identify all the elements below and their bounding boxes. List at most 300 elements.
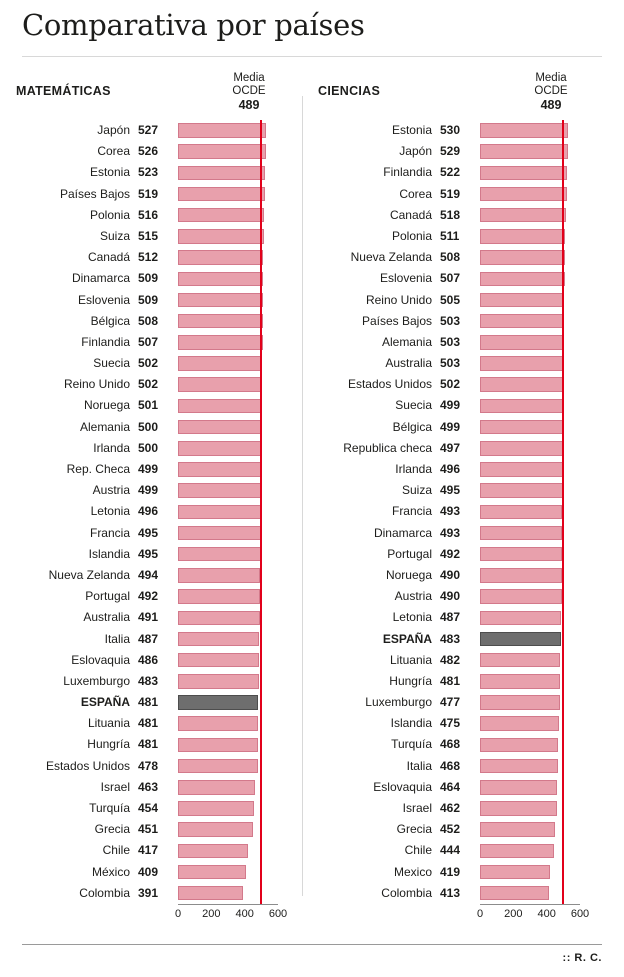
bar — [178, 166, 265, 181]
table-row — [10, 332, 302, 353]
country-label: Canadá — [389, 207, 432, 222]
axis-tick-label: 200 — [504, 907, 523, 920]
axis-tick-label: 0 — [476, 907, 484, 920]
country-label: Israel — [402, 801, 432, 815]
bar — [480, 187, 567, 202]
score-value: 493 — [440, 525, 461, 540]
country-label: Australia — [83, 610, 130, 625]
panel-header — [312, 72, 604, 120]
bar — [480, 166, 567, 181]
score-value: 503 — [440, 313, 461, 328]
x-axis — [312, 904, 604, 926]
table-row — [10, 650, 302, 671]
axis-tick-label: 400 — [235, 907, 254, 920]
bar-rows — [10, 120, 302, 904]
score-value: 483 — [138, 673, 159, 688]
bar — [178, 314, 263, 329]
bar-track — [480, 713, 598, 734]
bar-track — [480, 459, 598, 480]
country-label: Colombia — [381, 885, 432, 900]
bar — [178, 886, 243, 901]
bar-track — [178, 501, 296, 522]
table-row — [312, 374, 604, 395]
table-row — [10, 268, 302, 289]
bar-track — [178, 798, 296, 819]
country-label: México — [91, 864, 130, 879]
table-row — [10, 840, 302, 861]
score-value: 417 — [138, 843, 159, 858]
ocde-average-label — [214, 72, 284, 112]
score-value: 497 — [440, 440, 461, 455]
bar — [480, 547, 562, 562]
table-row — [312, 586, 604, 607]
bar — [480, 844, 554, 859]
bar-track — [480, 692, 598, 713]
bar — [178, 632, 259, 647]
table-row — [312, 819, 604, 840]
panel-title: MATEMÁTICAS — [16, 84, 111, 98]
bar — [178, 356, 262, 371]
bar-track — [480, 268, 598, 289]
table-row — [312, 883, 604, 904]
bar-track — [480, 586, 598, 607]
bar — [178, 420, 261, 435]
table-row — [10, 205, 302, 226]
score-value: 516 — [138, 207, 159, 222]
table-row — [10, 480, 302, 501]
country-label: Noruega — [385, 567, 432, 582]
score-value: 523 — [138, 165, 159, 180]
country-label: Japón — [97, 123, 130, 137]
axis-line — [178, 904, 278, 905]
bar-track — [178, 247, 296, 268]
bar-track — [480, 544, 598, 565]
bar-track — [480, 883, 598, 904]
bar — [480, 441, 563, 456]
bar-track — [480, 480, 598, 501]
bar — [178, 547, 261, 562]
table-row — [10, 501, 302, 522]
score-value: 508 — [440, 250, 461, 265]
country-label: ESPAÑA — [80, 695, 130, 710]
table-row — [10, 586, 302, 607]
credit-label: :: R. C. — [562, 952, 602, 964]
bar — [480, 632, 561, 647]
bar-track — [178, 395, 296, 416]
table-row — [312, 544, 604, 565]
score-value: 444 — [440, 843, 461, 858]
country-label: Suiza — [401, 483, 432, 498]
axis-tick-label: 600 — [570, 907, 590, 920]
table-row — [312, 395, 604, 416]
country-label: Grecia — [396, 822, 432, 837]
bar-track — [178, 205, 296, 226]
score-value: 511 — [440, 228, 460, 243]
table-row — [10, 565, 302, 586]
bar — [480, 716, 559, 731]
score-value: 462 — [440, 801, 461, 815]
score-value: 493 — [440, 504, 461, 519]
score-value: 507 — [138, 334, 159, 349]
bar-track — [178, 777, 296, 798]
bar-track — [178, 311, 296, 332]
country-label: Alemania — [79, 419, 130, 434]
bar-rows — [312, 120, 604, 904]
x-axis — [10, 904, 302, 926]
country-label: Turquía — [89, 801, 130, 815]
panel-title: CIENCIAS — [318, 84, 381, 98]
score-value: 495 — [138, 525, 159, 540]
country-label: Letonia — [392, 610, 432, 625]
table-row — [312, 756, 604, 777]
country-label: Países Bajos — [361, 313, 432, 328]
bar-track — [178, 713, 296, 734]
bar-track — [480, 607, 598, 628]
bar — [480, 293, 564, 308]
bar — [178, 653, 259, 668]
table-row — [10, 819, 302, 840]
bar — [480, 356, 564, 371]
bar — [178, 589, 260, 604]
country-label: Estados Unidos — [45, 758, 130, 773]
bar — [178, 293, 263, 308]
bar-track — [178, 629, 296, 650]
table-row — [312, 523, 604, 544]
score-value: 500 — [138, 419, 159, 434]
bar-track — [178, 607, 296, 628]
bar — [178, 399, 262, 414]
table-row — [10, 120, 302, 141]
bar — [480, 801, 557, 816]
bar — [178, 208, 264, 223]
country-label: Dinamarca — [373, 525, 432, 540]
ocde-average-value: 489 — [540, 98, 562, 112]
country-label: Eslovaquia — [71, 652, 130, 667]
score-value: 499 — [440, 419, 461, 434]
table-row — [10, 374, 302, 395]
country-label: Reino Unido — [63, 377, 130, 392]
score-value: 490 — [440, 567, 461, 582]
table-row — [312, 459, 604, 480]
score-value: 508 — [138, 313, 159, 328]
score-value: 509 — [138, 271, 159, 286]
table-row — [312, 565, 604, 586]
bar — [480, 399, 563, 414]
ocde-label-line2: OCDE — [232, 85, 266, 97]
bar-track — [480, 205, 598, 226]
bar — [178, 441, 261, 456]
ocde-average-value: 489 — [238, 98, 260, 112]
bar — [480, 674, 560, 689]
country-label: Hungría — [87, 737, 130, 752]
table-row — [312, 353, 604, 374]
score-value: 529 — [440, 144, 461, 159]
bar-track — [480, 862, 598, 883]
table-row — [10, 544, 302, 565]
score-value: 496 — [440, 462, 461, 476]
axis-tick-label: 0 — [174, 907, 182, 920]
country-label: Turquía — [391, 737, 432, 752]
country-label: Eslovenia — [77, 292, 130, 307]
score-value: 495 — [440, 483, 461, 498]
country-label: Portugal — [387, 546, 432, 561]
bar — [480, 483, 563, 498]
bar-track — [178, 565, 296, 586]
bar-track — [178, 819, 296, 840]
country-label: ESPAÑA — [382, 631, 432, 646]
country-label: Islandia — [390, 716, 432, 731]
country-label: Eslovaquia — [373, 779, 432, 794]
country-label: Francia — [391, 504, 432, 519]
bar — [480, 272, 565, 287]
country-label: Islandia — [88, 546, 130, 561]
score-value: 451 — [138, 822, 159, 837]
bar-track — [480, 311, 598, 332]
bar — [178, 272, 263, 287]
bar — [480, 759, 558, 774]
bar-track — [178, 671, 296, 692]
table-row — [312, 501, 604, 522]
table-row — [10, 671, 302, 692]
table-row — [10, 629, 302, 650]
country-label: Suiza — [99, 228, 130, 243]
bar-track — [480, 734, 598, 755]
country-label: Mexico — [393, 864, 432, 879]
table-row — [10, 756, 302, 777]
score-value: 490 — [440, 589, 461, 604]
bar — [480, 377, 564, 392]
country-label: Estonia — [89, 165, 130, 180]
score-value: 515 — [138, 228, 159, 243]
bar-track — [480, 374, 598, 395]
table-row — [10, 459, 302, 480]
country-label: Reino Unido — [365, 292, 432, 307]
country-label: Corea — [399, 186, 432, 201]
score-value: 509 — [138, 292, 159, 307]
country-label: Francia — [89, 525, 130, 540]
score-value: 463 — [138, 779, 159, 794]
bar-track — [480, 756, 598, 777]
score-value: 468 — [440, 737, 461, 752]
country-label: Austria — [92, 483, 130, 498]
bar-track — [178, 480, 296, 501]
bar — [480, 589, 562, 604]
score-value: 519 — [440, 186, 461, 201]
score-value: 454 — [138, 801, 159, 815]
country-label: Nueva Zelanda — [350, 250, 432, 265]
bar — [480, 526, 562, 541]
score-value: 482 — [440, 652, 461, 667]
bar-track — [178, 650, 296, 671]
table-row — [10, 607, 302, 628]
bar — [480, 314, 564, 329]
bar-track — [178, 141, 296, 162]
bar — [178, 865, 246, 880]
score-value: 499 — [138, 483, 159, 498]
table-row — [312, 862, 604, 883]
score-value: 499 — [440, 398, 461, 413]
table-row — [312, 332, 604, 353]
bar-track — [480, 523, 598, 544]
bar — [480, 250, 565, 265]
country-label: Noruega — [83, 398, 130, 413]
score-value: 481 — [138, 737, 159, 752]
score-value: 481 — [440, 673, 461, 688]
bar-track — [178, 734, 296, 755]
country-label: Australia — [385, 356, 432, 371]
country-label: Luxemburgo — [365, 695, 432, 710]
page-title: Comparativa por países — [22, 8, 365, 42]
country-label: Suecia — [93, 356, 130, 371]
bar-track — [178, 353, 296, 374]
ocde-average-line — [562, 120, 564, 904]
bar-track — [480, 671, 598, 692]
table-row — [10, 713, 302, 734]
score-value: 464 — [440, 779, 461, 794]
score-value: 507 — [440, 271, 461, 286]
ocde-label-line2: OCDE — [534, 85, 568, 97]
bar — [480, 738, 558, 753]
bar — [178, 123, 266, 138]
country-label: Suecia — [395, 398, 432, 413]
bar — [480, 865, 550, 880]
score-value: 518 — [440, 207, 461, 222]
table-row — [10, 417, 302, 438]
bar-track — [178, 120, 296, 141]
bar — [178, 780, 255, 795]
score-value: 512 — [138, 250, 159, 265]
table-row — [10, 311, 302, 332]
bar — [178, 187, 265, 202]
country-label: Republica checa — [343, 440, 432, 455]
bar — [480, 462, 563, 477]
bar — [480, 611, 561, 626]
country-label: Portugal — [85, 589, 130, 604]
bar-track — [480, 777, 598, 798]
chart-panel-ciencias — [312, 72, 604, 926]
table-row — [10, 226, 302, 247]
country-label: Alemania — [381, 334, 432, 349]
bar-track — [178, 438, 296, 459]
bar — [178, 505, 261, 520]
bar — [480, 208, 566, 223]
table-row — [312, 268, 604, 289]
score-value: 391 — [138, 885, 159, 900]
score-value: 491 — [138, 610, 159, 625]
country-label: Irlanda — [395, 462, 432, 476]
score-value: 502 — [440, 377, 461, 392]
score-value: 481 — [138, 716, 159, 731]
bar-track — [480, 226, 598, 247]
bar — [480, 822, 555, 837]
ocde-average-line — [260, 120, 262, 904]
table-row — [312, 162, 604, 183]
bar-track — [178, 544, 296, 565]
country-label: Italia — [406, 758, 432, 773]
country-label: Finlandia — [383, 165, 432, 180]
bar — [178, 526, 261, 541]
score-value: 503 — [440, 356, 461, 371]
table-row — [10, 798, 302, 819]
table-row — [312, 247, 604, 268]
table-row — [10, 290, 302, 311]
bar — [178, 716, 258, 731]
score-value: 486 — [138, 652, 159, 667]
table-row — [312, 734, 604, 755]
ocde-label-line1: Media — [535, 72, 567, 84]
bar-track — [178, 692, 296, 713]
axis-line — [480, 904, 580, 905]
table-row — [312, 671, 604, 692]
panel-header — [10, 72, 302, 120]
table-row — [10, 353, 302, 374]
bar-track — [178, 226, 296, 247]
bar — [178, 695, 258, 710]
country-label: Austria — [394, 589, 432, 604]
score-value: 494 — [138, 567, 159, 582]
bar-track — [178, 417, 296, 438]
bar-track — [480, 438, 598, 459]
score-value: 475 — [440, 716, 461, 731]
score-value: 526 — [138, 144, 159, 159]
table-row — [10, 162, 302, 183]
bar-track — [178, 290, 296, 311]
score-value: 501 — [138, 398, 159, 413]
bar-track — [178, 523, 296, 544]
bar-track — [480, 332, 598, 353]
country-label: Letonia — [90, 504, 130, 519]
table-row — [312, 438, 604, 459]
score-value: 519 — [138, 186, 159, 201]
bar-track — [480, 629, 598, 650]
bar — [480, 568, 562, 583]
table-row — [312, 290, 604, 311]
table-row — [10, 777, 302, 798]
title-divider — [22, 56, 602, 57]
country-label: Lituania — [87, 716, 130, 731]
table-row — [10, 883, 302, 904]
bar — [178, 335, 263, 350]
country-label: Rep. Checa — [66, 462, 130, 476]
table-row — [10, 438, 302, 459]
country-label: Estonia — [391, 123, 432, 137]
country-label: Corea — [97, 144, 130, 159]
axis-tick-label: 600 — [268, 907, 288, 920]
table-row — [312, 417, 604, 438]
score-value: 487 — [440, 610, 461, 625]
bar-track — [480, 417, 598, 438]
score-value: 481 — [138, 695, 159, 710]
table-row — [10, 734, 302, 755]
country-label: Finlandia — [81, 334, 130, 349]
score-value: 522 — [440, 165, 461, 180]
bar — [178, 844, 248, 859]
table-row — [312, 120, 604, 141]
country-label: Nueva Zelanda — [48, 567, 130, 582]
bar-track — [178, 162, 296, 183]
score-value: 478 — [138, 758, 159, 773]
country-label: Bélgica — [90, 313, 130, 328]
country-label: Canadá — [87, 250, 130, 265]
bar-track — [480, 798, 598, 819]
score-value: 409 — [138, 864, 159, 879]
axis-tick-label: 400 — [537, 907, 556, 920]
score-value: 452 — [440, 822, 461, 837]
table-row — [312, 798, 604, 819]
country-label: Grecia — [94, 822, 130, 837]
bar-track — [178, 268, 296, 289]
footer-divider — [22, 944, 602, 945]
